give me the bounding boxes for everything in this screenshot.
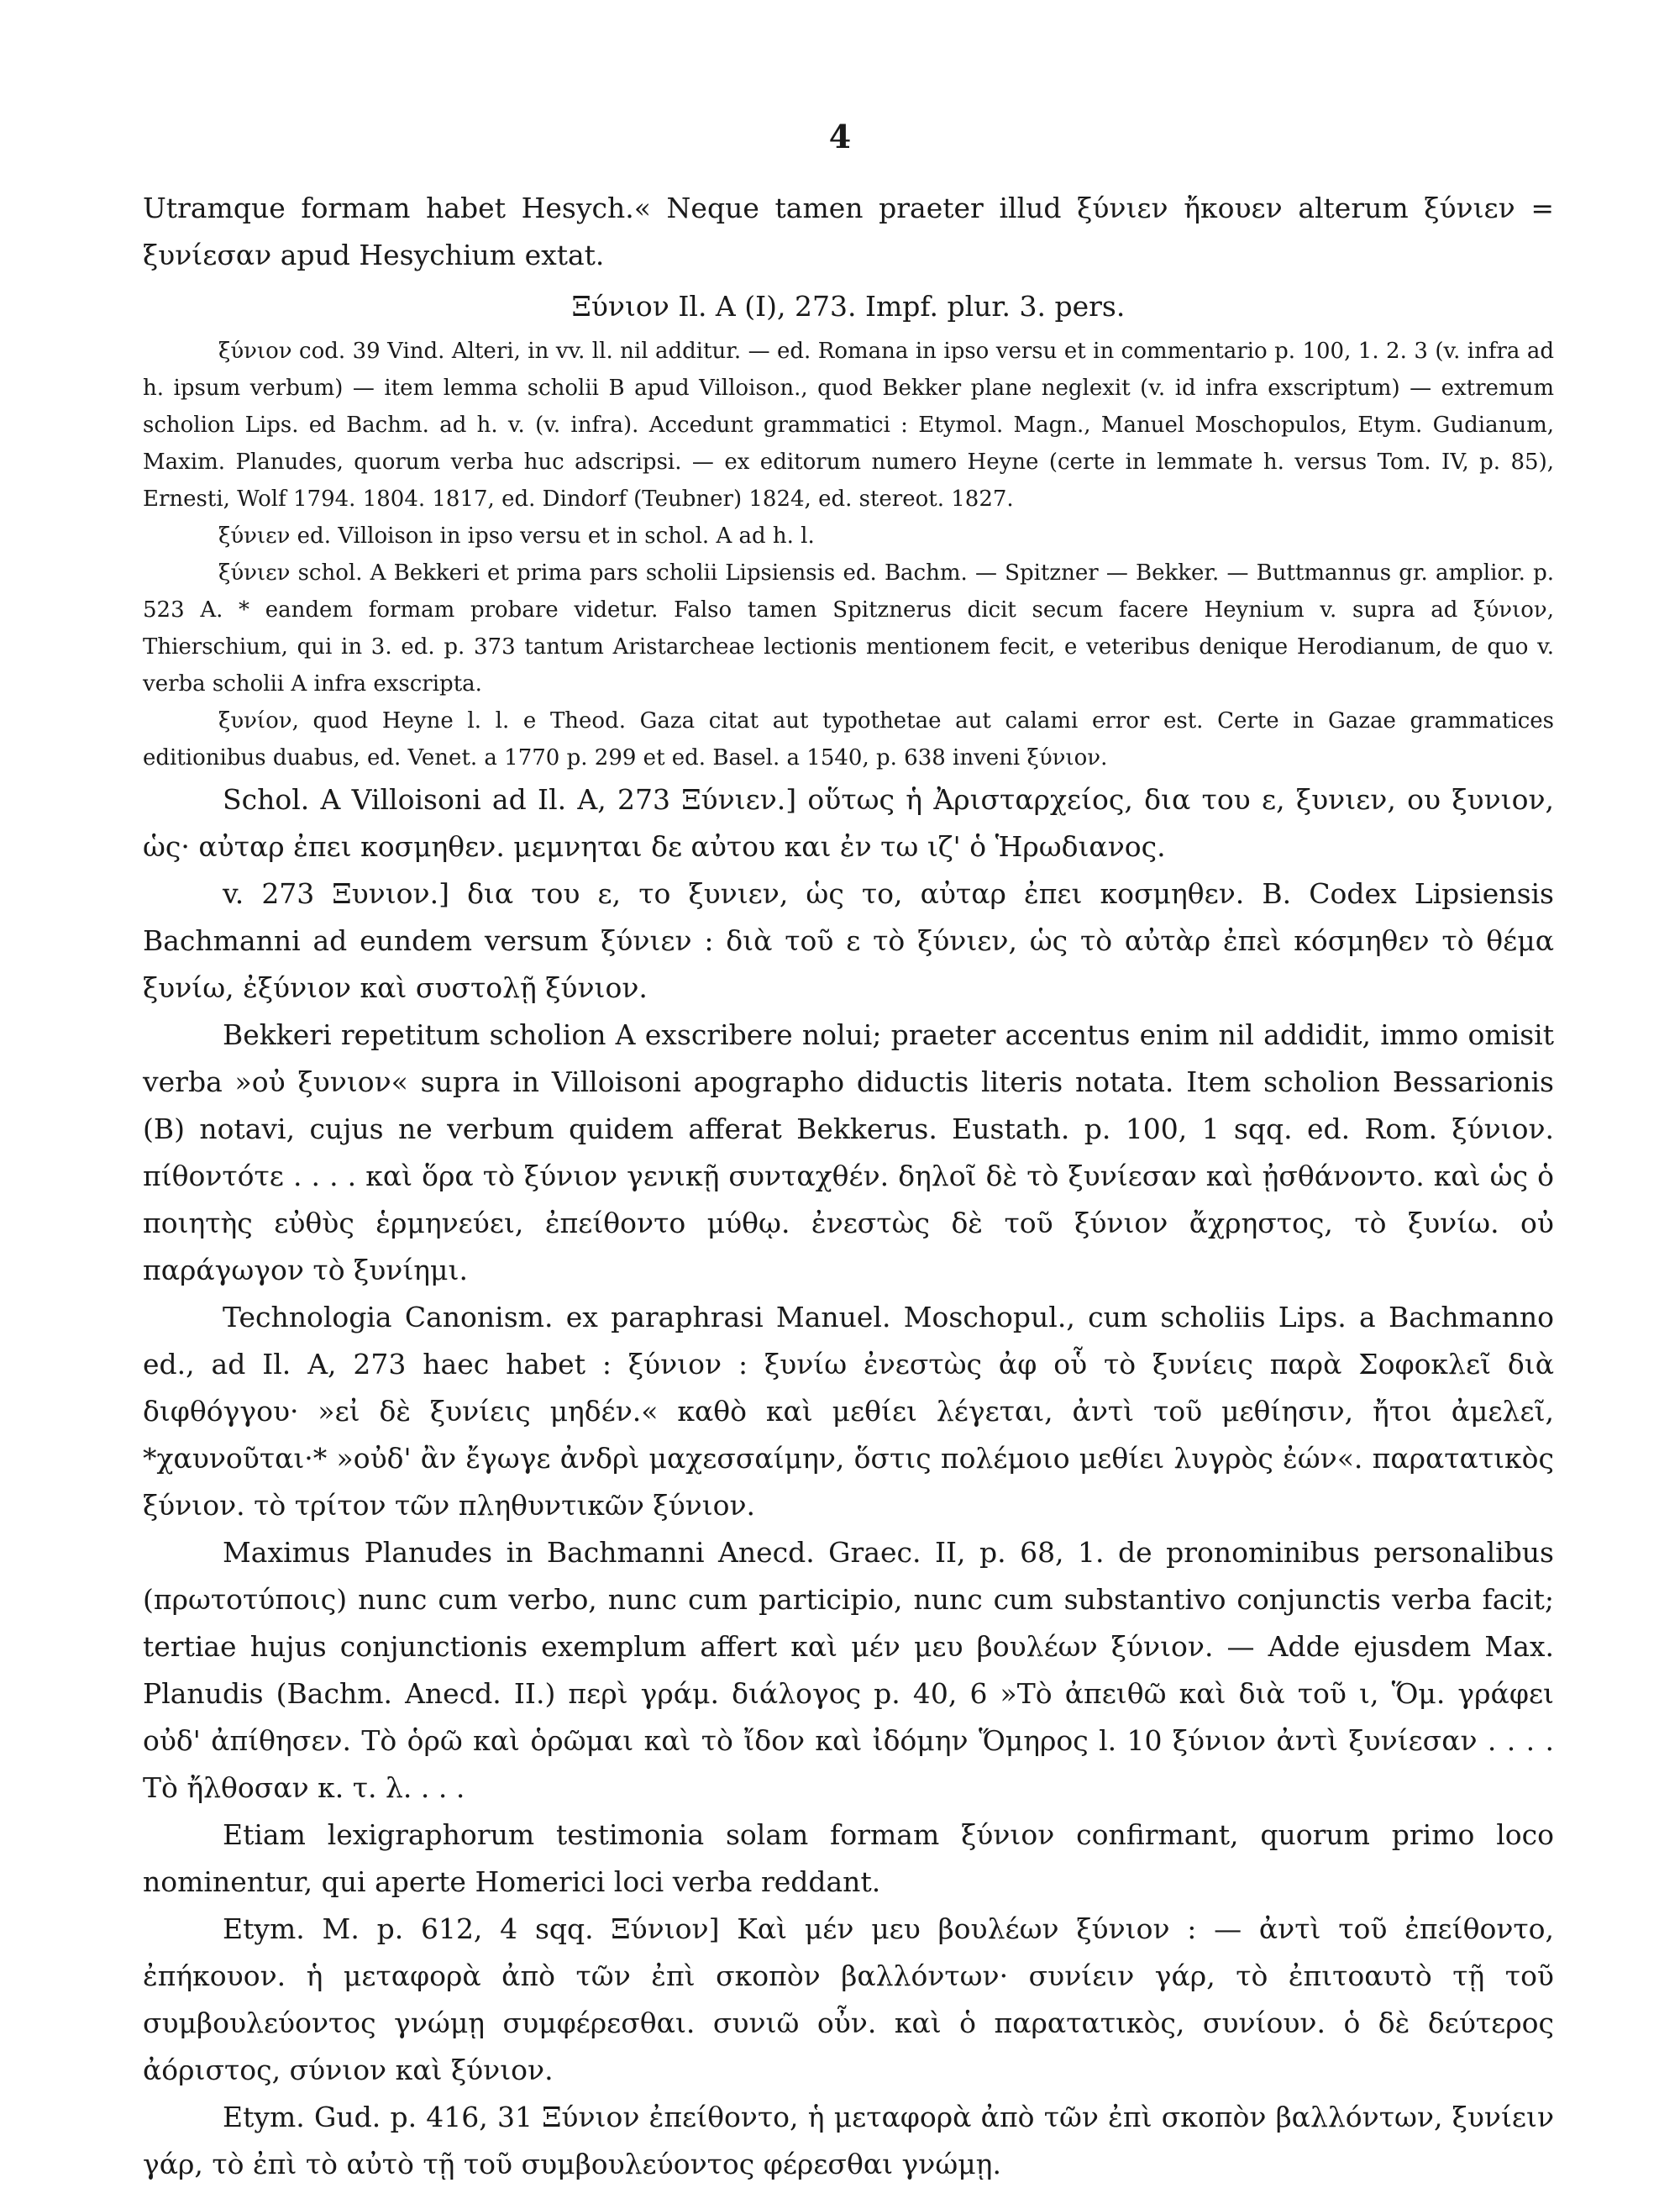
page-number: 4 bbox=[828, 118, 852, 155]
paragraph-lexigraphorum: Etiam lexigraphorum testimonia solam formam ξύνιον confirmant, quorum primo loco nominentur, qui aperte Homerici loci verba reddant. bbox=[143, 1818, 1554, 1898]
note-xynien-villoison: ξύνιεν ed. Villoison in ipso versu et in schol. A ad h. l. bbox=[218, 523, 815, 549]
note-xynien-bekker: ξύνιεν schol. A Bekkeri et prima pars scholii Lipsiensis ed. Bachm. — Spitzner — Bekker. — Buttmannus gr. amplior. p. 523 A. * eandem formam probare videtur. Falso tamen Spitznerus dicit secum facere Heynium v. supra ad ξύνιον, Thierschium, qui in 3. ed. p. 373 tantum Aristarcheae lectionis mentionem fecit, e veteribus denique Herodianum, de quo v. verba scholii A infra exscripta. bbox=[143, 560, 1554, 697]
paragraph-schol-villoison: Schol. Α Villoisoni ad Il. Α, 273 Ξύνιεν.] οὕτως ἡ Ἀρισταρχείος, δια του ε, ξυνιεν, ου ξυνιον, ὡς· αὐταρ ἐπει κοσμηθεν. μεμνηται δε αὐτου και ἐν τω ιζ' ὁ Ἡρωδιανος. bbox=[143, 783, 1554, 863]
paragraph-etym-m: Etym. M. p. 612, 4 sqq. Ξύνιον] Καὶ μέν μευ βουλέων ξύνιον : — ἀντὶ τοῦ ἐπείθοντο, ἐπήκουον. ἡ μεταφορὰ ἀπὸ τῶν ἐπὶ σκοπὸν βαλλόντων· συνίειν γάρ, τὸ ἐπιτοαυτὸ τῇ τοῦ συμβουλεύοντος γνώμῃ συμφέρεσθαι. συνιῶ οὖν. καὶ ὁ παρατατικὸς, συνίουν. ὁ δὲ δεύτερος ἀόριστος, σύνιον καὶ ξύνιον. bbox=[143, 1912, 1554, 2086]
note-xynion-heyne: ξυνίον, quod Heyne l. l. e Theod. Gaza citat aut typothetae aut calami error est. Certe in Gazae grammatices editionibus duabus, ed. Venet. a 1770 p. 299 et ed. Basel. a 1540, p. 638 inveni ξύνιον. bbox=[143, 708, 1554, 771]
paragraph-technologia: Technologia Canonism. ex paraphrasi Manuel. Moschopul., cum scholiis Lips. a Bachmanno ed., ad Il. A, 273 haec habet : ξύνιον : ξυνίω ἐνεστὼς ἀφ οὗ τὸ ξυνίεις παρὰ Σοφοκλεῖ διὰ διφθόγγου· »εἰ δὲ ξυνίεις μηδέν.« καθὸ καὶ μεθίει λέγεται, ἀντὶ τοῦ μεθίησιν, ἤτοι ἀμελεῖ, *χαυνοῦται·* »οὐδ' ἂν ἔγωγε ἀνδρὶ μαχεσσαίμην, ὅστις πολέμοιο μεθίει λυγρὸς ἐών«. παρατατικὸς ξύνιον. τὸ τρίτον τῶν πληθυντικῶν ξύνιον. bbox=[143, 1301, 1554, 1522]
note-xynion: ξύνιον cod. 39 Vind. Alteri, in vv. ll. nil additur. — ed. Romana in ipso versu et in commentario p. 100, 1. 2. 3 (v. infra ad h. ipsum verbum) — item lemma scholii B apud Villoison., quod Bekker plane neglexit (v. id infra exscriptum) — extremum scholion Lips. ed Bachm. ad h. v. (v. infra). Accedunt grammatici : Etymol. Magn., Manuel Moschopulos, Etym. Gudianum, Maxim. Planudes, quorum verba huc adscripsi. — ex editorum numero Heyne (certe in lemmate h. versus Tom. IV, p. 85), Ernesti, Wolf 1794. 1804. 1817, ed. Dindorf (Teubner) 1824, ed. stereot. 1827. bbox=[143, 339, 1554, 512]
paragraph-etym-gud: Etym. Gud. p. 416, 31 Ξύνιον ἐπείθοντο, ἡ μεταφορὰ ἀπὸ τῶν ἐπὶ σκοπὸν βαλλόντων, ξυνίειν γάρ, τὸ ἐπὶ τὸ αὐτὸ τῇ τοῦ συμβουλεύοντος φέρεσθαι γνώμῃ. bbox=[143, 2101, 1554, 2180]
lemma-heading: Ξύνιον Il. Α (I), 273. Impf. plur. 3. pers. bbox=[571, 290, 1126, 323]
paragraph-hesychius: Utramque formam habet Hesych.« Neque tamen praeter illud ξύνιεν ἤκουεν alterum ξύνιεν = ξυνίεσαν apud Hesychium extat. bbox=[143, 192, 1554, 271]
paragraph-v273: v. 273 Ξυνιον.] δια του ε, το ξυνιεν, ὡς το, αὐταρ ἐπει κοσμηθεν. B. Codex Lipsiensis Bachmanni ad eundem versum ξύνιεν : διὰ τοῦ ε τὸ ξύνιεν, ὡς τὸ αὐτὰρ ἐπεὶ κόσμηθεν τὸ θέμα ξυνίω, ἐξύνιον καὶ συστολῇ ξύνιον. bbox=[143, 877, 1554, 1004]
paragraph-bekkeri: Bekkeri repetitum scholion Α exscribere nolui; praeter accentus enim nil addidit, immo omisit verba »οὐ ξυνιον« supra in Villoisoni apographo diductis literis notata. Item scholion Bessarionis (B) notavi, cujus ne verbum quidem afferat Bekkerus. Eustath. p. 100, 1 sqq. ed. Rom. ξύνιον. πίθοντότε . . . . καὶ ὅρα τὸ ξύνιον γενικῇ συνταχθέν. δηλοῖ δὲ τὸ ξυνίεσαν καὶ ᾐσθάνοντο. καὶ ὡς ὁ ποιητὴς εὐθὺς ἑρμηνεύει, ἐπείθοντο μύθῳ. ἐνεστὼς δὲ τοῦ ξύνιον ἄχρηστος, τὸ ξυνίω. οὐ παράγωγον τὸ ξυνίημι. bbox=[143, 1018, 1554, 1286]
page-body bbox=[143, 185, 1554, 2188]
paragraph-planudes: Maximus Planudes in Bachmanni Anecd. Graec. II, p. 68, 1. de pronominibus personalibus (πρωτοτύποις) nunc cum verbo, nunc cum participio, nunc cum substantivo conjunctis verba facit; tertiae hujus conjunctionis exemplum affert καὶ μέν μευ βουλέων ξύνιον. — Adde ejusdem Max. Planudis (Bachm. Anecd. II.) περὶ γράμ. διάλογος p. 40, 6 »Τὸ ἀπειθῶ καὶ διὰ τοῦ ι, Ὅμ. γράφει οὐδ' ἀπίθησεν. Τὸ ὁρῶ καὶ ὁρῶμαι καὶ τὸ ἴδον καὶ ἰδόμην Ὅμηρος l. 10 ξύνιον ἀντὶ ξυνίεσαν . . . . Τὸ ἤλθοσαν κ. τ. λ. . . . bbox=[143, 1536, 1554, 1804]
